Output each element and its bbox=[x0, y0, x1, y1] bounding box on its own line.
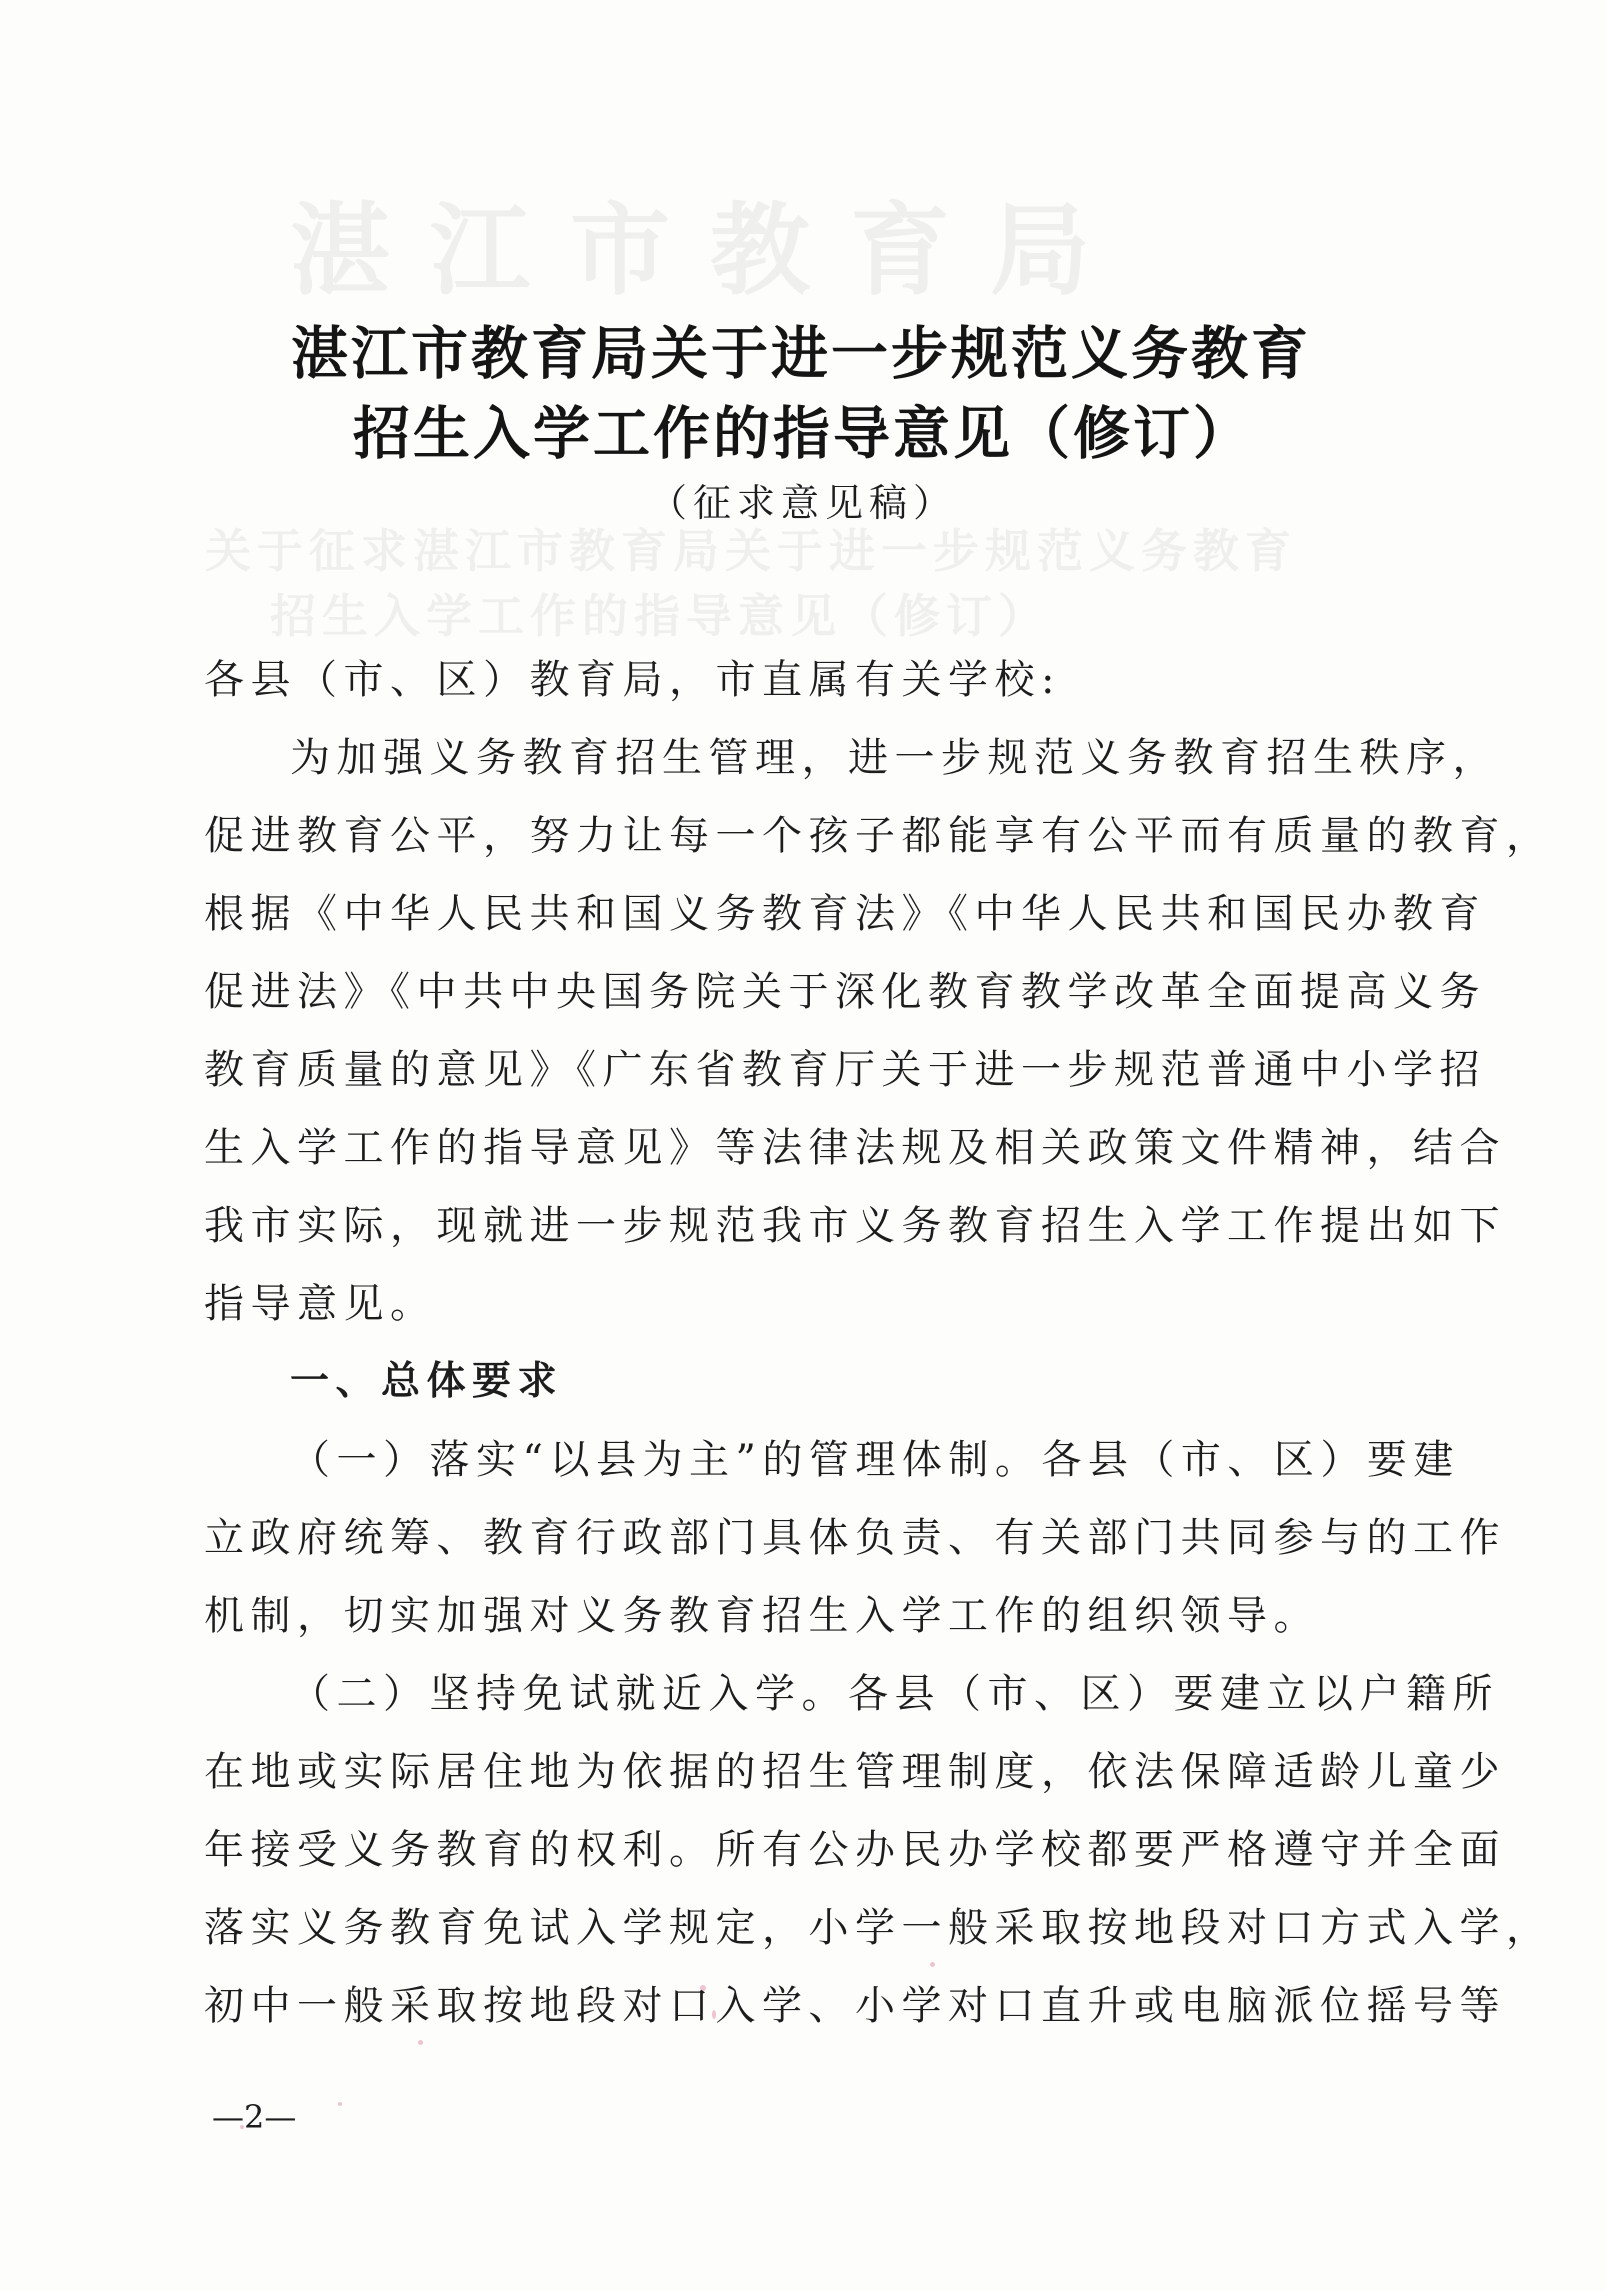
page-number: —2— bbox=[212, 2098, 297, 2136]
seal-speck bbox=[700, 1985, 706, 1991]
paragraph-line: 促进法》《中共中央国务院关于深化教育教学改革全面提高义务 bbox=[204, 969, 1486, 1015]
seal-speck bbox=[712, 2010, 716, 2019]
bleed-through-ghost: 关于征求湛江市教育局关于进一步规范义务教育 bbox=[205, 524, 1297, 578]
document-subtitle: （征求意见稿） bbox=[648, 481, 957, 525]
bleed-through-ghost: 湛江市教育局 bbox=[290, 191, 1130, 309]
item-line: 立政府统筹、教育行政部门具体负责、有关部门共同参与的工作 bbox=[204, 1515, 1506, 1561]
document-title-line2: 招生入学工作的指导意见（修订） bbox=[353, 401, 1253, 467]
seal-speck bbox=[240, 2125, 244, 2129]
paragraph-line: 生入学工作的指导意见》等法律法规及相关政策文件精神，结合 bbox=[204, 1125, 1506, 1171]
paragraph-line: 促进教育公平，努力让每一个孩子都能享有公平而有质量的教育， bbox=[204, 813, 1553, 859]
section-heading: 一、总体要求 bbox=[290, 1359, 564, 1404]
item-line: （一）落实“以县为主”的管理体制。各县（市、区）要建 bbox=[290, 1437, 1460, 1483]
paragraph-line: 为加强义务教育招生管理，进一步规范义务教育招生秩序， bbox=[290, 735, 1499, 781]
paragraph-line: 根据《中华人民共和国义务教育法》《中华人民共和国民办教育 bbox=[204, 891, 1486, 937]
item-line: 机制，切实加强对义务教育招生入学工作的组织领导。 bbox=[204, 1593, 1320, 1639]
seal-speck bbox=[418, 2040, 423, 2045]
document-title-line1: 湛江市教育局关于进一步规范义务教育 bbox=[291, 321, 1311, 387]
item-line: 初中一般采取按地段对口入学、小学对口直升或电脑派位摇号等 bbox=[204, 1983, 1506, 2029]
seal-speck bbox=[930, 1962, 935, 1967]
item-line: 落实义务教育免试入学规定，小学一般采取按地段对口方式入学， bbox=[204, 1905, 1553, 1951]
bleed-through-ghost: 招生入学工作的指导意见（修订） bbox=[270, 589, 1050, 643]
paragraph-line: 指导意见。 bbox=[204, 1281, 437, 1327]
seal-speck bbox=[338, 2102, 342, 2106]
item-line: （二）坚持免试就近入学。各县（市、区）要建立以户籍所 bbox=[290, 1671, 1499, 1717]
item-line: 年接受义务教育的权利。所有公办民办学校都要严格遵守并全面 bbox=[204, 1827, 1506, 1873]
paragraph-line: 我市实际，现就进一步规范我市义务教育招生入学工作提出如下 bbox=[204, 1203, 1506, 1249]
item-line: 在地或实际居住地为依据的招生管理制度，依法保障适龄儿童少 bbox=[204, 1749, 1506, 1795]
addressee-line: 各县（市、区）教育局，市直属有关学校: bbox=[204, 657, 1061, 703]
paragraph-line: 教育质量的意见》《广东省教育厅关于进一步规范普通中小学招 bbox=[204, 1047, 1486, 1093]
